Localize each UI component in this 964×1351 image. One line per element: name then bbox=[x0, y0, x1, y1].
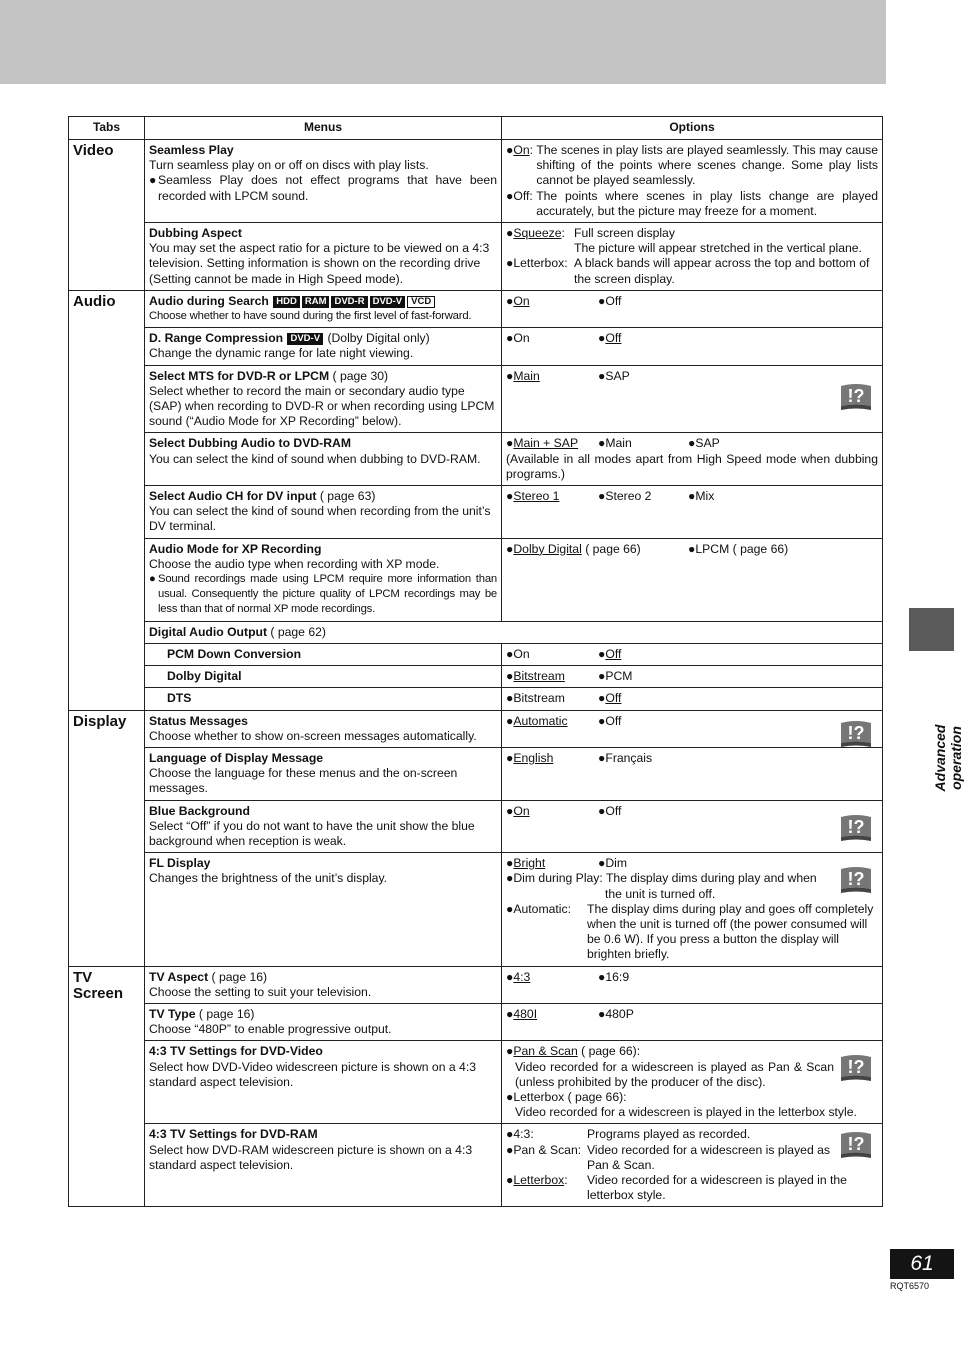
table-row bbox=[69, 1003, 883, 1040]
table-row bbox=[69, 643, 883, 665]
menu-cell bbox=[145, 966, 502, 1003]
menu-desc: You may set the aspect ratio for a picture to be viewed on a 4:3 television. Setting information is shown on the recording drive (Setting cannot be made in High Speed mode). bbox=[149, 241, 490, 286]
header-options: Options bbox=[502, 117, 883, 140]
option-item: ●Letterbox: A black bands will appear across the top and bottom of the screen display. bbox=[506, 256, 870, 286]
menu-title-line: Select MTS for DVD-R or LPCM ( page 30) bbox=[149, 368, 389, 383]
option-item: ●Pan & Scan: Video recorded for a widescreen is played as Pan & Scan. bbox=[506, 1142, 830, 1172]
menu-desc: Select how DVD-Video widescreen picture is shown on a 4:3 standard aspect television. bbox=[149, 1059, 476, 1089]
option-item: ●4:3: Programs played as recorded. bbox=[506, 1127, 751, 1142]
tab-cell-display bbox=[69, 710, 145, 966]
menu-desc: Turn seamless play on or off on discs with play lists. bbox=[149, 158, 429, 173]
menu-cell bbox=[145, 290, 502, 327]
option-cell: ●English ●Français bbox=[502, 747, 883, 800]
table-row bbox=[69, 365, 883, 433]
badge-dvdv: DVD-V bbox=[287, 333, 323, 345]
table-row bbox=[69, 290, 883, 327]
menu-cell bbox=[145, 486, 502, 539]
option-cell: ●Automatic ●Off !? bbox=[502, 710, 883, 747]
table-row bbox=[69, 621, 883, 643]
menu-desc: Choose the setting to suit your television. bbox=[149, 984, 372, 999]
option-item: ●Squeeze: Full screen display The picture will appear stretched in the vertical plane. bbox=[506, 226, 862, 256]
header-menus: Menus bbox=[145, 117, 502, 140]
table-row bbox=[69, 710, 883, 747]
tab-cell-audio bbox=[69, 290, 145, 710]
menu-desc: Choose whether to show on-screen messages automatically. bbox=[149, 728, 477, 743]
menu-desc: You can select the kind of sound when recording from the unit’s DV terminal. bbox=[149, 504, 491, 534]
badge-dvdr: DVD-R bbox=[331, 296, 367, 308]
option-item: ●Off: The points where scenes in play lists change are played accurately, but the picture may freeze for a moment. bbox=[506, 188, 878, 218]
table-header-row bbox=[69, 117, 883, 140]
option-cell: ●On ●Off !? bbox=[502, 800, 883, 853]
menu-title: Select Dubbing Audio to DVD-RAM bbox=[149, 436, 351, 451]
option-cell: ●On ●Off bbox=[502, 643, 883, 665]
svg-text:!?: !? bbox=[847, 385, 865, 406]
tab-cell-tv-screen bbox=[69, 966, 145, 1207]
menu-desc: Choose the language for these menus and the on-screen messages. bbox=[149, 766, 458, 796]
table-row bbox=[69, 747, 883, 800]
badge-hdd: HDD bbox=[273, 296, 300, 308]
menu-title-line: TV Aspect ( page 16) bbox=[149, 969, 268, 984]
menu-desc: Changes the brightness of the unit’s display. bbox=[149, 871, 388, 886]
menu-title: Audio Mode for XP Recording bbox=[149, 541, 322, 556]
menu-note: ● Seamless Play does not effect programs that have been recorded with LPCM sound. bbox=[149, 173, 497, 203]
option-desc: Video recorded for a widescreen is played in the letterbox style. bbox=[515, 1105, 857, 1120]
hint-icon bbox=[838, 382, 874, 412]
menu-cell bbox=[145, 710, 502, 747]
menu-title: Seamless Play bbox=[149, 143, 234, 157]
menu-desc: Choose “480P” to enable progressive output. bbox=[149, 1022, 392, 1037]
option-item: ●Automatic: The display dims during play and goes off completely when the unit is turned off (the power consumed will be 0.6 W). If you press a button the display will brighten briefly. bbox=[506, 901, 874, 962]
option-item: ●Dim during Play: The display dims during play and when the unit is turned off. bbox=[506, 871, 817, 901]
option-cell: ●Main + SAP ●Main ●SAP (Available in all modes apart from High Speed mode when dubbing programs.) bbox=[502, 433, 883, 486]
option-item: ●Letterbox ( page 66): bbox=[506, 1089, 627, 1104]
menu-title: Blue Background bbox=[149, 803, 250, 818]
option-cell bbox=[502, 140, 883, 223]
menu-desc: Select whether to record the main or secondary audio type (SAP) when recording to DVD-R or when recording using LPCM sound (“Audio Mode for XP Recording” below). bbox=[149, 383, 495, 429]
menu-cell bbox=[145, 140, 502, 223]
menu-title-line: TV Type ( page 16) bbox=[149, 1006, 255, 1021]
option-cell: ●On ●Off bbox=[502, 328, 883, 365]
menu-cell bbox=[145, 800, 502, 853]
hint-icon bbox=[838, 865, 874, 895]
svg-text:!?: !? bbox=[847, 816, 865, 837]
menu-cell bbox=[145, 433, 502, 486]
menu-note: ● Sound recordings made using LPCM require more information than usual. Consequently the picture quality of LPCM recordings may be less than that of normal XP mode recordings. bbox=[149, 573, 497, 616]
submenu-cell: PCM Down Conversion bbox=[145, 643, 502, 665]
svg-text:!?: !? bbox=[847, 1134, 865, 1155]
tab-name: Screen bbox=[73, 984, 124, 1002]
settings-table bbox=[68, 116, 883, 1207]
table-row bbox=[69, 140, 883, 223]
menu-cell bbox=[145, 747, 502, 800]
menu-cell bbox=[145, 853, 502, 966]
table-row bbox=[69, 1124, 883, 1207]
badge-vcd: VCD bbox=[407, 296, 435, 308]
option-cell: ●Bitstream ●PCM bbox=[502, 666, 883, 688]
hint-icon bbox=[838, 1130, 874, 1160]
svg-text:!?: !? bbox=[847, 869, 865, 890]
menu-title: Status Messages bbox=[149, 713, 248, 728]
menu-title: FL Display bbox=[149, 856, 211, 871]
option-cell: ●Bright ●Dim ●Dim during Play: The display dims during play and when the unit is turned off. ●Automatic: The display dims during play and goes off completely when the unit is turned off (the power consumed will be 0.6 W). If you press a button the display will brighten briefly. !? bbox=[502, 853, 883, 966]
table-row bbox=[69, 688, 883, 710]
table-row bbox=[69, 853, 883, 966]
menu-desc: Choose the audio type when recording with XP mode. bbox=[149, 556, 440, 571]
table-row bbox=[69, 486, 883, 539]
tab-name: Display bbox=[73, 712, 127, 730]
menu-title-line: Audio during Search HDD RAM DVD-R DVD-V VCD bbox=[149, 294, 497, 309]
tab-name: Audio bbox=[73, 292, 116, 310]
menu-cell bbox=[145, 538, 502, 621]
menu-cell bbox=[145, 223, 502, 291]
svg-text:!?: !? bbox=[847, 722, 865, 743]
hint-icon bbox=[838, 813, 874, 843]
menu-desc: Select how DVD-RAM widescreen picture is shown on a 4:3 standard aspect television. bbox=[149, 1142, 473, 1172]
menu-desc: Change the dynamic range for late night viewing. bbox=[149, 346, 414, 361]
option-desc: Video recorded for a widescreen is played as Pan & Scan (unless prohibited by the producer of the disc). bbox=[515, 1059, 834, 1089]
table-row bbox=[69, 666, 883, 688]
option-note: (Available in all modes apart from High Speed mode when dubbing programs.) bbox=[506, 451, 878, 481]
menu-title-line: Select Audio CH for DV input ( page 63) bbox=[149, 489, 376, 504]
option-cell bbox=[502, 1124, 883, 1207]
page-number: 61 bbox=[890, 1249, 954, 1279]
menu-cell: Digital Audio Output ( page 62) bbox=[145, 621, 883, 643]
menu-cell bbox=[145, 1003, 502, 1040]
menu-cell bbox=[145, 328, 502, 365]
option-cell: ●4:3 ●16:9 bbox=[502, 966, 883, 1003]
option-cell: ●Main ●SAP !? bbox=[502, 365, 883, 433]
badge-ram: RAM bbox=[302, 296, 330, 308]
table-row bbox=[69, 538, 883, 621]
menu-title-line: D. Range Compression DVD-V (Dolby Digital only) bbox=[149, 331, 430, 346]
submenu-cell: Dolby Digital bbox=[145, 666, 502, 688]
menu-desc: Select “Off” if you do not want to have the unit show the blue background when reception is weak. bbox=[149, 818, 475, 848]
option-cell: ●Dolby Digital ( page 66) ●LPCM ( page 66) bbox=[502, 538, 883, 621]
option-item: ●Letterbox: Video recorded for a widescreen is played in the letterbox style. bbox=[506, 1172, 847, 1203]
section-tab-marker bbox=[909, 608, 954, 651]
tab-name: TV bbox=[73, 968, 93, 986]
table-row bbox=[69, 1041, 883, 1124]
submenu-cell: DTS bbox=[145, 688, 502, 710]
table-row bbox=[69, 328, 883, 365]
menu-desc: You can select the kind of sound when dubbing to DVD-RAM. bbox=[149, 451, 481, 466]
table-row bbox=[69, 800, 883, 853]
menu-desc: Choose whether to have sound during the first level of fast-forward. bbox=[149, 310, 472, 323]
menu-title: 4:3 TV Settings for DVD-Video bbox=[149, 1044, 323, 1059]
menu-title: Language of Display Message bbox=[149, 750, 324, 765]
option-cell: ●Bitstream ●Off bbox=[502, 688, 883, 710]
document-code: RQT6570 bbox=[890, 1281, 930, 1291]
header-tabs: Tabs bbox=[69, 117, 145, 140]
side-section-label: Advanced operation bbox=[932, 724, 964, 792]
badge-dvdv: DVD-V bbox=[370, 296, 406, 308]
option-cell bbox=[502, 1041, 883, 1124]
hint-icon bbox=[838, 719, 874, 749]
option-cell: ●480I ●480P bbox=[502, 1003, 883, 1040]
menu-title: 4:3 TV Settings for DVD-RAM bbox=[149, 1127, 318, 1142]
menu-title: Dubbing Aspect bbox=[149, 226, 242, 241]
option-item: ●On: The scenes in play lists are played seamlessly. This may cause shifting of the points where scenes change. Some play lists cannot be played seamlessly. bbox=[506, 143, 878, 188]
svg-text:!?: !? bbox=[847, 1057, 865, 1078]
tab-cell-video bbox=[69, 140, 145, 291]
option-cell: ●Stereo 1 ●Stereo 2 ●Mix bbox=[502, 486, 883, 539]
tab-name: Video bbox=[73, 142, 114, 159]
header-band bbox=[0, 0, 886, 84]
option-cell: ●On ●Off bbox=[502, 290, 883, 327]
hint-icon bbox=[838, 1053, 874, 1083]
menu-cell bbox=[145, 365, 502, 433]
menu-cell bbox=[145, 1041, 502, 1124]
option-cell bbox=[502, 223, 883, 291]
table-row bbox=[69, 223, 883, 291]
table-row bbox=[69, 433, 883, 486]
menu-cell bbox=[145, 1124, 502, 1207]
table-row bbox=[69, 966, 883, 1003]
option-item: ●Pan & Scan ( page 66): bbox=[506, 1044, 641, 1059]
